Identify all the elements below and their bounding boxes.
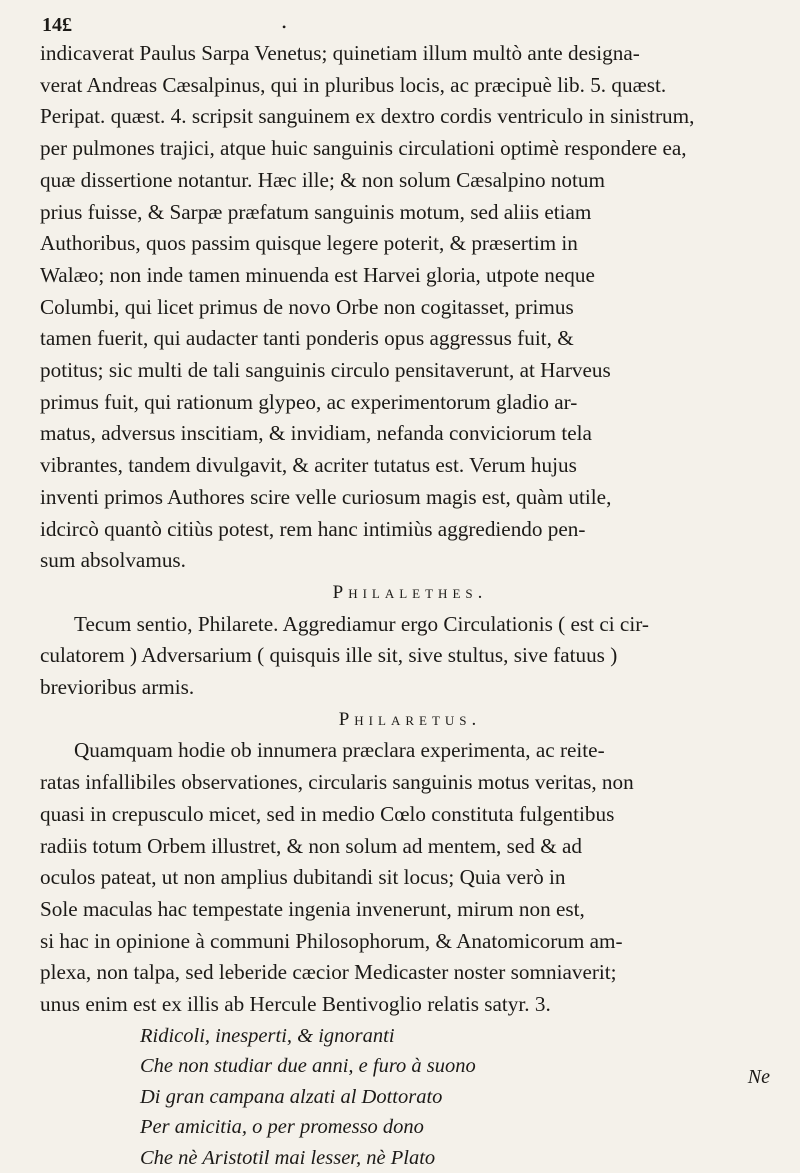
text-line: Tecum sentio, Philarete. Aggrediamur ergo Circulationis ( est ci cir-: [74, 611, 649, 636]
text-line: Walæo; non inde tamen minuenda est Harvei gloria, utpote neque: [40, 262, 595, 287]
text-line: indicaverat Paulus Sarpa Venetus; quinetiam illum multò ante designa-: [40, 41, 640, 65]
verse-line: Di gran campana alzati al Dottorato: [140, 1085, 443, 1108]
paragraph-3: [40, 735, 780, 1020]
text-line: Sole maculas hac tempestate ingenia invenerunt, mirum non est,: [40, 896, 585, 921]
verse-line: Per amicitia, o per promesso dono: [140, 1116, 424, 1139]
text-line: culatorem ) Adversarium ( quisquis ille sit, sive stultus, sive fatuus ): [40, 643, 618, 668]
text-line: tamen fuerit, qui audacter tanti ponderis opus aggressus fuit, &: [40, 326, 574, 351]
paragraph-2: [40, 609, 780, 704]
text-line: radiis totum Orbem illustret, & non solum ad mentem, sed & ad: [40, 833, 582, 858]
text-line: prius fuisse, & Sarpæ præfatum sanguinis motum, sed aliis etiam: [40, 199, 592, 224]
text-line: sum absolvamus.: [40, 548, 186, 573]
verse-line: Ridicoli, inesperti, & ignoranti: [140, 1024, 395, 1047]
text-line: inventi primos Authores scire velle curiosum magis est, quàm utile,: [40, 484, 612, 509]
text-line: matus, adversus inscitiam, & invidiam, nefanda conviciorum tela: [40, 421, 592, 446]
header-mark: •: [282, 20, 287, 34]
text-line: primus fuit, qui rationum glypeo, ac experimentorum gladio ar-: [40, 389, 578, 414]
text-line: Quamquam hodie ob innumera præclara experimenta, ac reite-: [74, 738, 605, 763]
text-line: Columbi, qui licet primus de novo Orbe non cogitasset, primus: [40, 294, 574, 319]
body-text: [40, 38, 780, 1173]
verse-quotation: [140, 1021, 780, 1173]
book-page: [40, 14, 780, 1173]
text-line: ratas infallibiles observationes, circularis sanguinis motus veritas, non: [40, 770, 634, 795]
text-line: quæ dissertione notantur. Hæc ille; & non solum Cæsalpino notum: [40, 167, 605, 192]
verse-line: Che non studiar due anni, e furo à suono: [140, 1055, 476, 1078]
text-line: Authoribus, quos passim quisque legere poterit, & præsertim in: [40, 231, 578, 256]
text-line: brevioribus armis.: [40, 675, 195, 700]
text-line: verat Andreas Cæsalpinus, qui in pluribus locis, ac præcipuè lib. 5. quæst.: [40, 72, 667, 97]
text-line: per pulmones trajici, atque huic sanguinis circulationi optimè respondere ea,: [40, 136, 687, 161]
paragraph-1: [40, 38, 780, 577]
catchword: Ne: [747, 1066, 770, 1088]
text-line: potitus; sic multi de tali sanguinis circulo pensitaverunt, at Harveus: [40, 358, 611, 383]
speaker-philaretus: Philaretus.: [338, 708, 482, 730]
text-line: si hac in opinione à communi Philosophorum, & Anatomicorum am-: [40, 928, 623, 953]
text-line: quasi in crepusculo micet, sed in medio Cœlo constituta fulgentibus: [40, 801, 615, 826]
text-line: idcircò quantò citiùs potest, rem hanc intimiùs aggrediendo pen-: [40, 516, 586, 541]
page-header: [40, 14, 780, 38]
verse-line: Che nè Aristotil mai lesser, nè Plato: [140, 1146, 436, 1169]
text-line: Peripat. quæst. 4. scripsit sanguinem ex dextro cordis ventriculo in sinistrum,: [40, 104, 695, 129]
text-line: vibrantes, tandem divulgavit, & acriter tutatus est. Verum hujus: [40, 453, 577, 478]
speaker-philalethes: Philalethes.: [332, 581, 488, 603]
page-number: 14£: [42, 14, 72, 36]
text-line: plexa, non talpa, sed leberide cæcior Medicaster noster somniaverit;: [40, 960, 617, 985]
text-line: unus enim est ex illis ab Hercule Bentivoglio relatis satyr. 3.: [40, 992, 551, 1017]
text-line: oculos pateat, ut non amplius dubitandi sit locus; Quia verò in: [40, 865, 566, 890]
